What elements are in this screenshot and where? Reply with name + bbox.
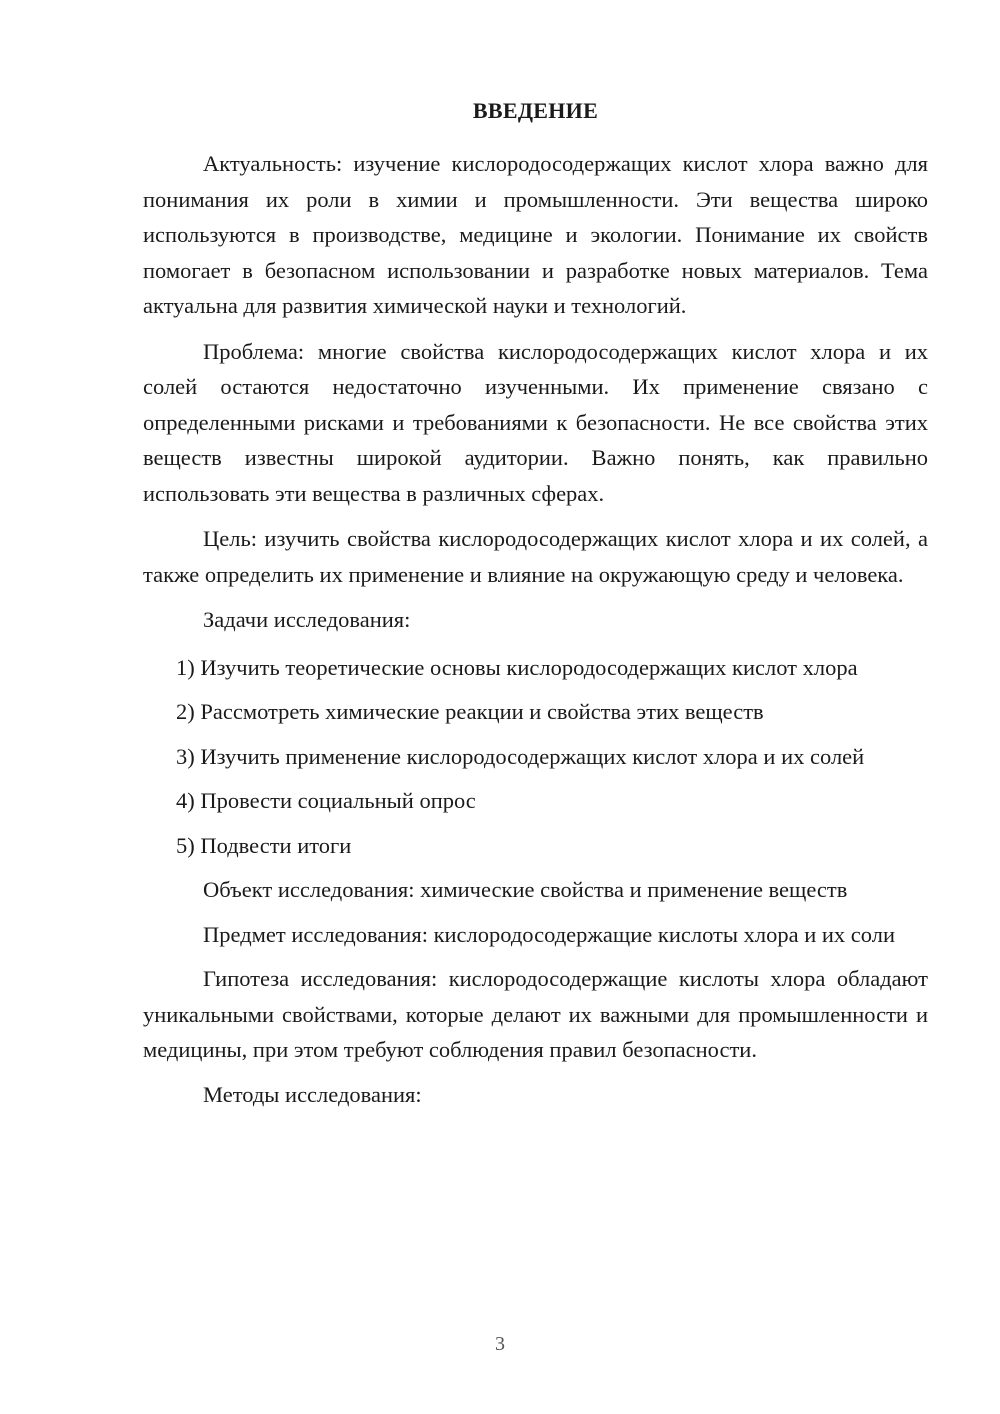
section-title: ВВЕДЕНИЕ [472,98,599,123]
paragraph-hypothesis: Гипотеза исследования: кислородосодержащие кислоты хлора обладают уникальными свойствами, которые делают их важными для промышленности и медицины, при этом требуют соблюдения правил безопасности. [143,966,928,1062]
paragraph-goal: Цель: изучить свойства кислородосодержащих кислот хлора и их солей, а также определить их применение и влияние на окружающую среду и человека. [143,526,928,587]
task-item-2: 2) Рассмотреть химические реакции и свойства этих веществ [176,699,764,724]
paragraph-tasks-heading: Задачи исследования: [203,607,411,632]
task-item-3: 3) Изучить применение кислородосодержащих кислот хлора и их солей [176,743,865,769]
paragraph-object: Объект исследования: химические свойства и применение веществ [203,877,848,902]
page-content [143,98,928,1112]
paragraph-methods-heading: Методы исследования: [203,1081,422,1107]
paragraph-subject: Предмет исследования: кислородосодержащие кислоты хлора и их соли [203,921,895,947]
page-number: 3 [495,1333,505,1355]
task-item-4: 4) Провести социальный опрос [176,788,476,813]
task-item-1: 1) Изучить теоретические основы кислородосодержащих кислот хлора [176,654,858,680]
paragraph-problem: Проблема: многие свойства кислородосодержащих кислот хлора и их солей остаются недостаточно изученными. Их применение связано с определенными рисками и требованиями к безопасности. Не все свойства этих веществ известны широкой аудитории. Важно понять, как правильно использовать эти вещества в различных сферах. [143,338,928,506]
task-item-5: 5) Подвести итоги [176,832,352,858]
paragraph-relevance: Актуальность: изучение кислородосодержащих кислот хлора важно для понимания их роли в химии и промышленности. Эти вещества широко используются в производстве, медицине и экологии. Понимание их свойств помогает в безопасном использовании и разработке новых материалов. Тема актуальна для развития химической науки и технологий. [143,151,928,318]
